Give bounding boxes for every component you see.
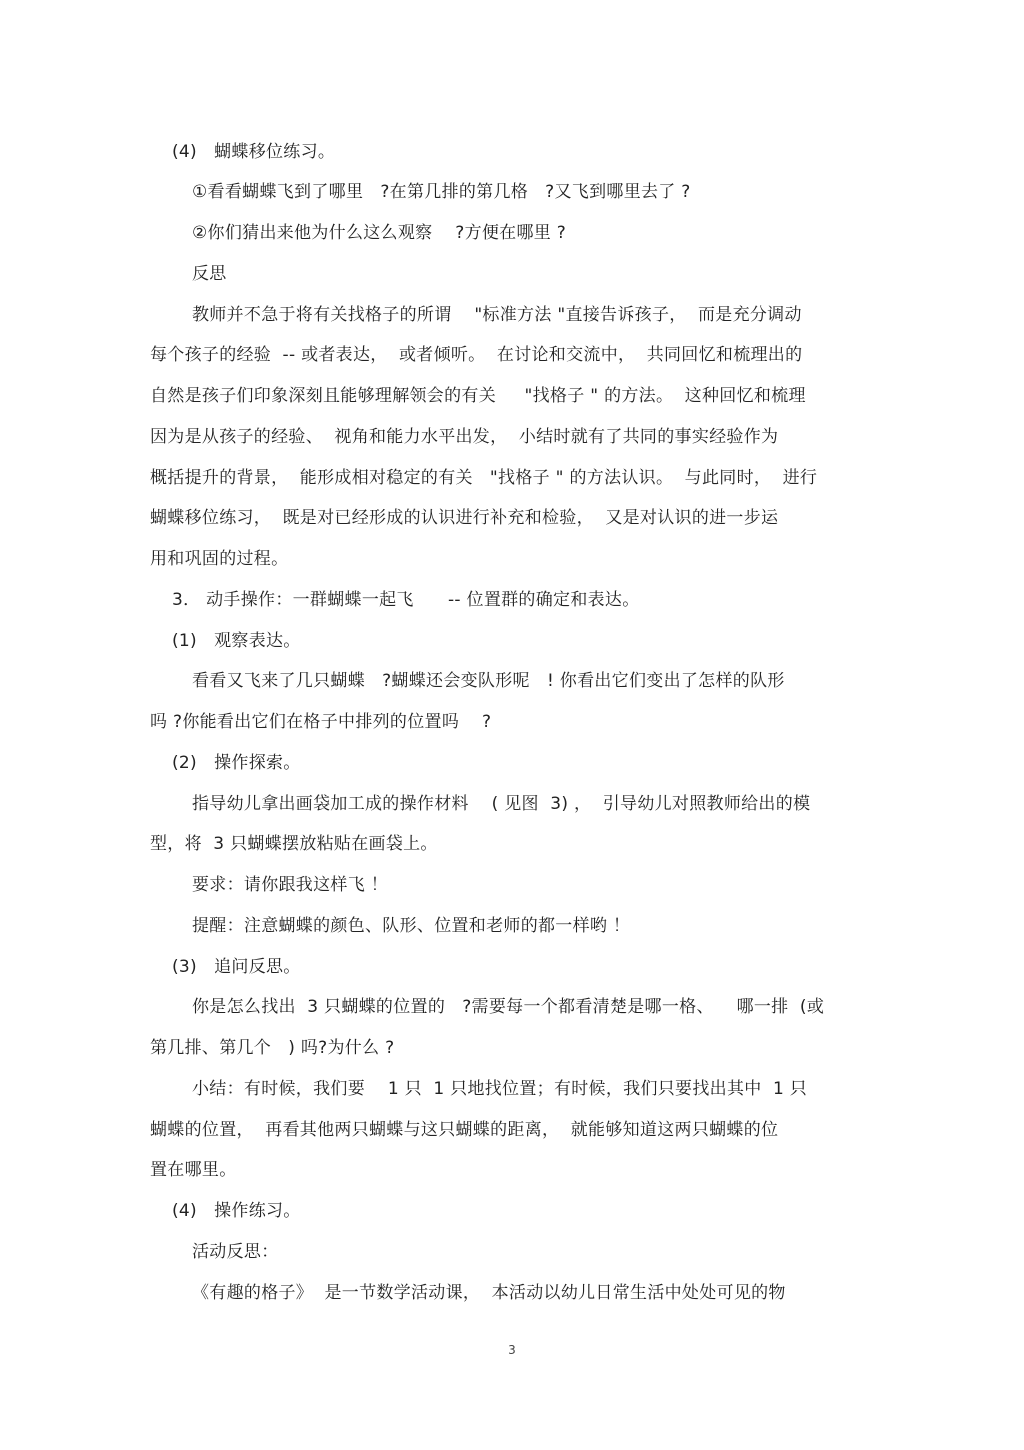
text-line: (2) 操作探索。 [172,753,301,773]
text-line: 用和巩固的过程。 [150,549,289,569]
text-line: 蝴蝶的位置， 再看其他两只蝴蝶与这只蝴蝶的距离， 就能够知道这两只蝴蝶的位 [150,1120,779,1140]
text-line: 提醒：注意蝴蝶的颜色、队形、位置和老师的都一样哟 ！ [192,916,631,936]
text-line: 置在哪里。 [150,1160,237,1180]
text-line: 小结：有时候，我们要 1 只 1 只地找位置；有时候，我们只要找出其中 1 只 [192,1079,808,1099]
text-line: (3) 追问反思。 [172,957,301,977]
text-line: ②你们猜出来他为什么这么观察 ?方便在哪里 ? [192,223,567,243]
text-line: 自然是孩子们印象深刻且能够理解领会的有关 "找格子 " 的方法。 这种回忆和梳理 [150,386,806,406]
text-line: 《有趣的格子》 是一节数学活动课， 本活动以幼儿日常生活中处处可见的物 [192,1283,786,1303]
text-line: 要求：请你跟我这样飞 ！ [192,875,389,895]
text-line: (1) 观察表达。 [172,631,301,651]
text-line: 每个孩子的经验 -- 或者表达， 或者倾听。 在讨论和交流中， 共同回忆和梳理出的 [150,345,803,365]
text-line: 3． 动手操作：一群蝴蝶一起飞 -- 位置群的确定和表达。 [172,590,640,610]
page-number: 3 [508,1343,516,1357]
text-line: 你是怎么找出 3 只蝴蝶的位置的 ?需要每一个都看清楚是哪一格、 哪一排 (或 [192,997,825,1017]
text-line: 蝴蝶移位练习， 既是对已经形成的认识进行补充和检验， 又是对认识的进一步运 [150,508,779,528]
text-line: 第几排、第几个 ) 吗?为什么 ? [150,1038,395,1058]
text-line: 看看又飞来了几只蝴蝶 ?蝴蝶还会变队形呢 ! 你看出它们变出了怎样的队形 [192,671,785,691]
text-line: 教师并不急于将有关找格子的所谓 "标准方法 "直接告诉孩子， 而是充分调动 [192,305,802,325]
text-line: 概括提升的背景， 能形成相对稳定的有关 "找格子 " 的方法认识。 与此同时， 进行 [150,468,818,488]
text-line: 指导幼儿拿出画袋加工成的操作材料 ( 见图 3) ， 引导幼儿对照教师给出的模 [192,794,811,814]
text-line: ①看看蝴蝶飞到了哪里 ?在第几排的第几格 ?又飞到哪里去了 ? [192,182,691,202]
text-line: 因为是从孩子的经验、 视角和能力水平出发， 小结时就有了共同的事实经验作为 [150,427,779,447]
text-line: 反思 [192,264,227,284]
text-line: 型，将 3 只蝴蝶摆放粘贴在画袋上。 [150,834,438,854]
text-line: (4) 操作练习。 [172,1201,301,1221]
text-line: 吗 ?你能看出它们在格子中排列的位置吗 ? [150,712,492,732]
text-line: (4) 蝴蝶移位练习。 [172,142,336,162]
text-line: 活动反思： [192,1242,279,1262]
